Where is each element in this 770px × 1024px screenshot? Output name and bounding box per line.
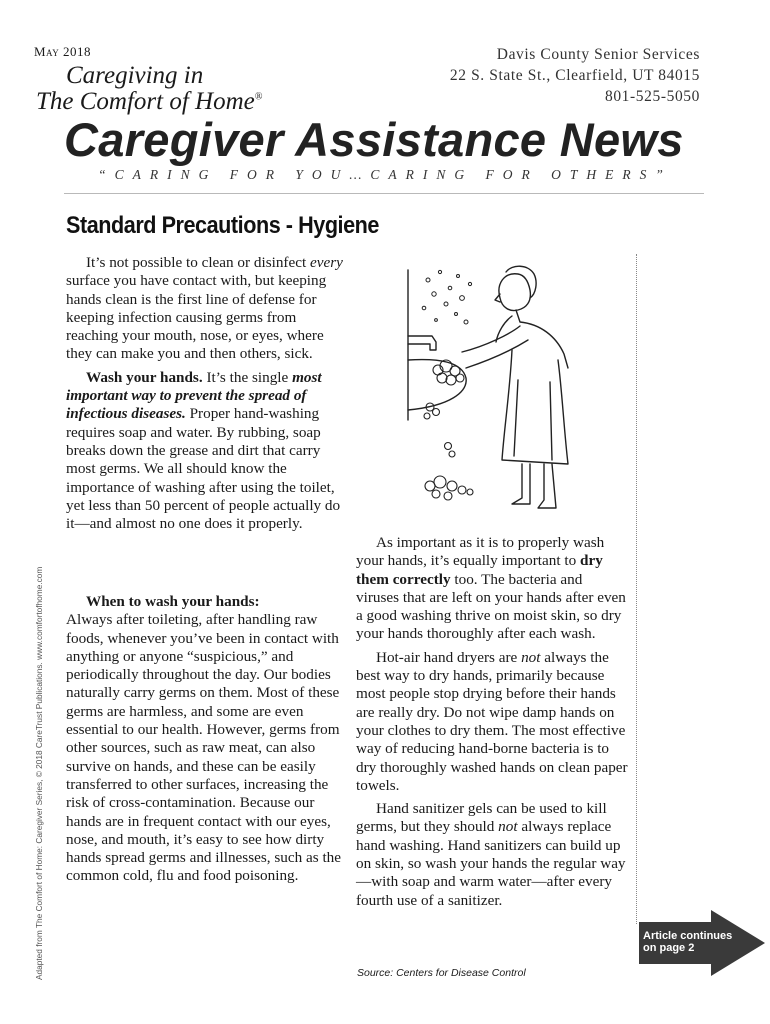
brand-line-2-text: The Comfort of Home bbox=[36, 88, 255, 115]
issue-date: May 2018 bbox=[34, 44, 91, 59]
hot-air-text-a: Hot-air hand dryers are bbox=[376, 648, 522, 666]
hot-air-text-b: always the best way to dry hands, primarily because most people stop drying before their hands are really dry. Do not wipe damp hands on your clothes to dry them. The most effective way of reducing hand-borne bacteria is to dry thoroughly washed hands on clean paper towels. bbox=[356, 648, 628, 794]
continue-label[interactable] bbox=[643, 930, 733, 954]
org-address: 22 S. State St., Clearfield, UT 84015 bbox=[449, 67, 700, 84]
brand-line-1: Caregiving in bbox=[66, 62, 204, 89]
column-divider bbox=[636, 254, 637, 924]
tagline: “CARING FOR YOU…CARING FOR OTHERS” bbox=[98, 167, 672, 182]
sanitizer-text-b: always replace hand washing. Hand sanitizers can build up on skin, so wash your hands the regular way—with soap and warm water—after every fourth use of a sanitizer. bbox=[356, 818, 626, 909]
when-to-wash-lead: When to wash your hands: bbox=[86, 593, 260, 610]
sanitizer-text-a: Hand sanitizer gels can be used to kill germs, but they should bbox=[356, 800, 607, 836]
wash-hands-emphasis: most important way to prevent the spread of infectious diseases. bbox=[66, 368, 322, 423]
side-credit: Adapted from The Comfort of Home: Caregiver Series, © 2018 CareTrust Publications. www.comfortofhome.com bbox=[34, 566, 44, 980]
dry-hands-text-b: too. The bacteria and viruses that are left on your hands after even a good washing thrive on moist skin, so dry your hands thoroughly after each wash. bbox=[356, 570, 626, 643]
paragraph-wash-hands bbox=[66, 369, 344, 534]
sanitizer-emphasis: not bbox=[498, 818, 518, 836]
article-column-left-top bbox=[66, 254, 344, 538]
wash-hands-lead: Wash your hands. bbox=[86, 368, 203, 386]
article-column-right bbox=[356, 534, 628, 915]
dry-hands-emphasis: dry them correctly bbox=[356, 552, 603, 588]
continue-line-1: Article continues bbox=[643, 930, 733, 942]
article-column-left-bottom bbox=[66, 593, 344, 891]
paragraph-intro-emphasis: every bbox=[309, 254, 343, 271]
paragraph-intro-text-b: surface you have contact with, but keeping hands clean is the first line of defense for keeping infection causing germs from reaching your mouth, nose, or eyes, where they can make you and then others, sick. bbox=[66, 272, 327, 363]
masthead-title: Caregiver Assistance News bbox=[64, 113, 684, 166]
masthead-rule bbox=[64, 193, 704, 194]
continue-line-2: on page 2 bbox=[643, 942, 695, 954]
article-title: Standard Precautions - Hygiene bbox=[66, 212, 379, 239]
source-citation: Source: Centers for Disease Control bbox=[357, 967, 526, 979]
registered-mark: ® bbox=[254, 91, 263, 103]
wash-hands-text-a: It’s the single bbox=[202, 368, 293, 386]
dry-hands-text-a: As important as it is to properly wash your hands, it’s equally important to bbox=[356, 534, 605, 570]
when-to-wash-body: Always after toileting, after handling raw foods, whenever you’ve been in contact with anything or anyone “suspicious,” and periodically throughout the day. Our bodies naturally carry germs on them. Most of these germs are harmless, and some are even essential to our health. However, germs from other sources, such as raw meat, can also survive on hands, and these can be easily transferred to other surfaces, increasing the risk of cross-contamination. Because our hands are in frequent contact with our eyes, nose, and mouth, it’s easy to see how dirty hands spread germs and illnesses, such as the common cold, flu and food poisoning. bbox=[66, 611, 341, 885]
hot-air-emphasis: not bbox=[521, 648, 541, 666]
paragraph-intro bbox=[66, 254, 344, 364]
woman-washing-hands-illustration bbox=[400, 250, 615, 520]
paragraph-hot-air bbox=[356, 649, 628, 795]
org-name: Davis County Senior Services bbox=[496, 46, 700, 63]
paragraph-dry-hands bbox=[356, 534, 628, 644]
paragraph-when-to-wash bbox=[66, 593, 344, 886]
paragraph-sanitizer bbox=[356, 800, 628, 910]
wash-hands-text-b: Proper hand-washing requires soap and water. By rubbing, soap breaks down the grease and dirt that carry most germs. We all should know the importance of washing after using the toilet, yet less than 50 percent of people actually do it—and almost no one does it properly. bbox=[66, 405, 341, 533]
organization-block bbox=[450, 44, 700, 107]
paragraph-intro-text-a: It’s not possible to clean or disinfect bbox=[86, 254, 310, 271]
org-phone: 801-525-5050 bbox=[604, 88, 700, 105]
